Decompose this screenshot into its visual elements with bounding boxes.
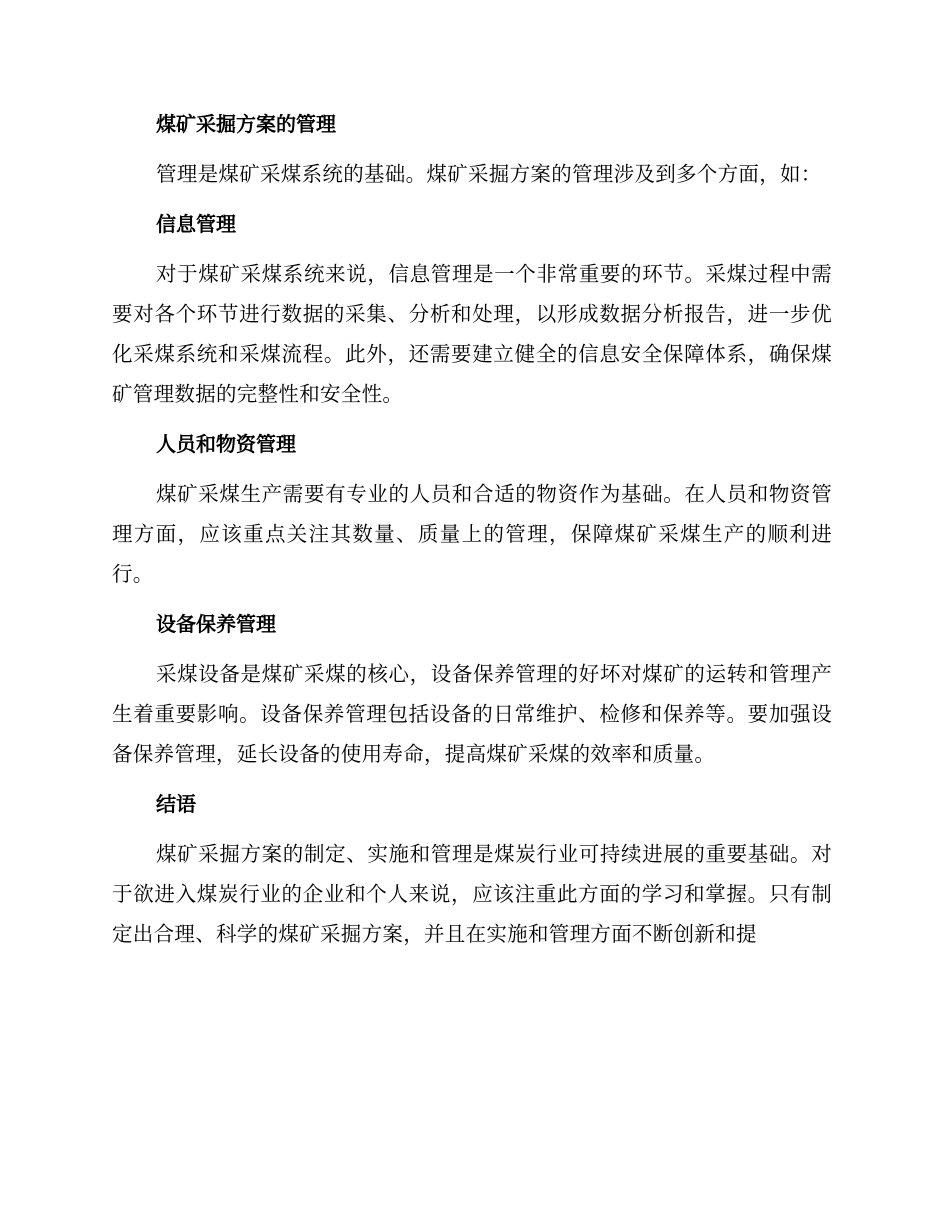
section-heading-mining-plan-management: 煤矿采掘方案的管理 <box>156 112 336 136</box>
section-heading-equipment-maintenance: 设备保养管理 <box>156 612 276 636</box>
section-heading-information-management: 信息管理 <box>156 212 236 236</box>
section-paragraph-equipment-maintenance: 采煤设备是煤矿采煤的核心，设备保养管理的好坏对煤矿的运转和管理产生着重要影响。设备保养管理包括设备的日常维护、检修和保养等。要加强设备保养管理，延长设备的使用寿命，提高煤矿采煤的效率和质量。 <box>112 662 832 766</box>
section-paragraph-mining-plan-management: 管理是煤矿采煤系统的基础。煤矿采掘方案的管理涉及到多个方面，如： <box>156 162 822 186</box>
section-heading-personnel-materials: 人员和物资管理 <box>156 432 296 456</box>
section-heading-conclusion: 结语 <box>156 792 196 816</box>
section-paragraph-personnel-materials: 煤矿采煤生产需要有专业的人员和合适的物资作为基础。在人员和物资管理方面，应该重点关注其数量、质量上的管理，保障煤矿采煤生产的顺利进行。 <box>112 482 832 586</box>
section-paragraph-conclusion: 煤矿采掘方案的制定、实施和管理是煤炭行业可持续进展的重要基础。对于欲进入煤炭行业的企业和个人来说，应该注重此方面的学习和掌握。只有制定出合理、科学的煤矿采掘方案，并且在实施和管理方面不断创新和提 <box>112 842 832 946</box>
document-page <box>112 108 832 968</box>
section-paragraph-information-management: 对于煤矿采煤系统来说，信息管理是一个非常重要的环节。采煤过程中需要对各个环节进行数据的采集、分析和处理，以形成数据分析报告，进一步优化采煤系统和采煤流程。此外，还需要建立健全的信息安全保障体系，确保煤矿管理数据的完整性和安全性。 <box>112 262 832 406</box>
